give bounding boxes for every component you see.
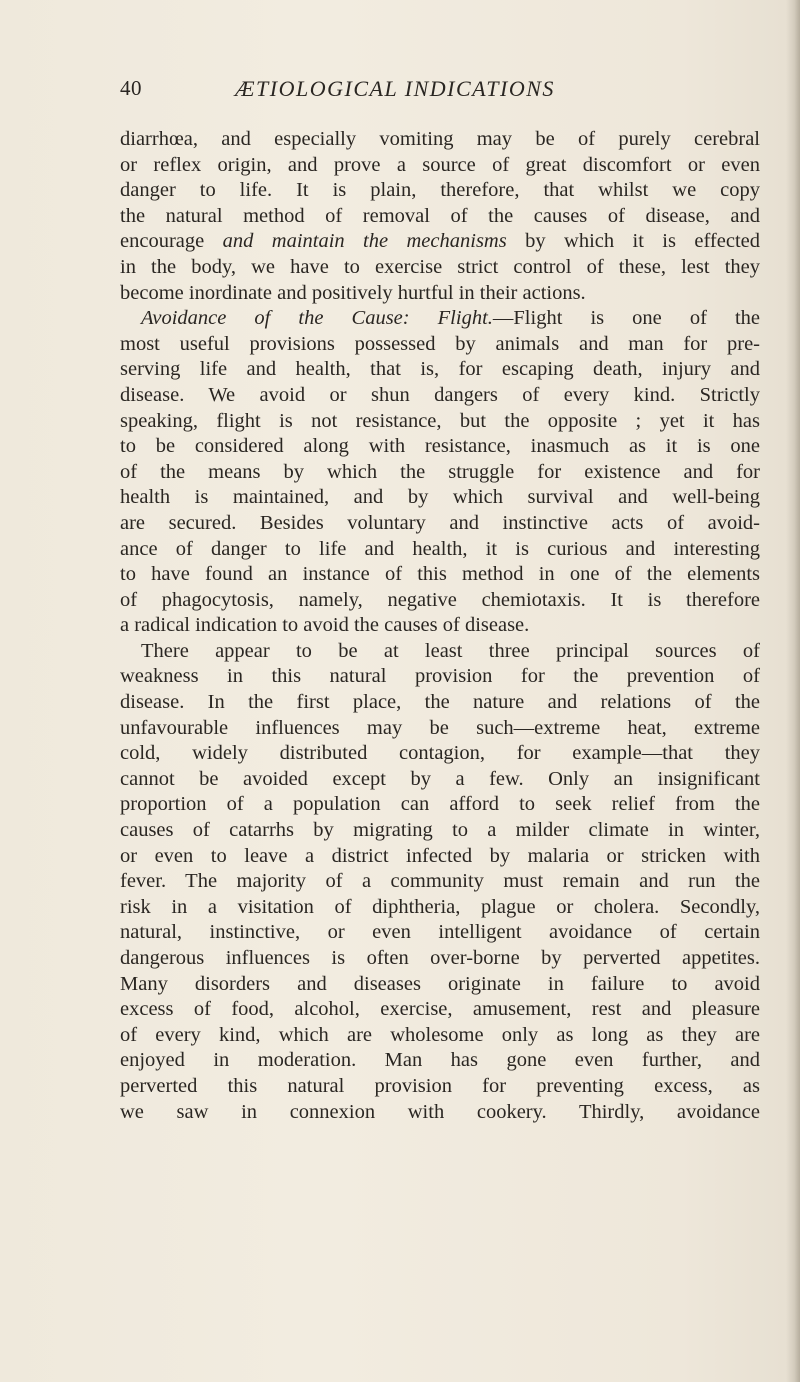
text-line-content: ance of danger to life and health, it is curious and interesting [120,537,760,560]
italic-phrase: and maintain the mechanisms [222,230,507,253]
text-line-content: cold, widely distributed contagion, for example—that they [120,742,760,765]
text-line [120,460,760,486]
text-line [120,306,760,332]
text-line-content: are secured. Besides voluntary and instinctive acts of avoid- [120,511,760,534]
text-line-content: fever. The majority of a community must remain and run the [120,870,760,893]
text-line [120,204,760,230]
text-line [120,127,760,153]
text-line-content: of the means by which the struggle for existence and for [120,460,760,483]
text-line [120,485,760,511]
body-text [120,127,760,1125]
text-line [120,690,760,716]
text-line-content: causes of catarrhs by migrating to a milder climate in winter, [120,819,760,842]
text-line [120,511,760,537]
text-line [120,716,760,742]
text-line [120,818,760,844]
running-title: ÆTIOLOGICAL INDICATIONS [235,76,555,101]
text-line [120,537,760,563]
text-line-content: risk in a visitation of diphtheria, plague or cholera. Secondly, [120,895,760,918]
page-edge-shadow [786,0,800,1382]
text-line-content: danger to life. It is plain, therefore, that whilst we copy [120,179,760,202]
text-line-content: to be considered along with resistance, inasmuch as it is one [120,435,760,458]
text-line-content: Many disorders and diseases originate in failure to avoid [120,972,760,995]
text-line-content: the natural method of removal of the causes of disease, and [120,204,760,227]
text-line [120,920,760,946]
text-line [120,178,760,204]
text-line [120,562,760,588]
text-line-content: serving life and health, that is, for escaping death, injury and [120,358,760,381]
text-line [120,972,760,998]
text-line [120,946,760,972]
text-line-content: cannot be avoided except by a few. Only an insignificant [120,767,760,790]
text-line-content: excess of food, alcohol, exercise, amusement, rest and pleasure [120,998,760,1021]
text-line [120,255,760,281]
text-line [120,434,760,460]
text-line [120,153,760,179]
text-line [120,588,760,614]
text-line [120,895,760,921]
text-line [120,869,760,895]
text-line [120,639,760,665]
text-line-content: disease. In the first place, the nature and relations of the [120,691,760,714]
text-line-content: disease. We avoid or shun dangers of every kind. Strictly [120,383,760,406]
text-line-content: to have found an instance of this method in one of the elements [120,563,760,586]
text-line-content: by which it is effected [506,230,760,253]
text-line-content: or reflex origin, and prove a source of great discomfort or even [120,153,760,176]
text-line-content: —Flight is one of the [492,307,760,330]
text-line-content: of every kind, which are wholesome only as long as they are [120,1023,760,1046]
text-line [120,1074,760,1100]
text-line-content: weakness in this natural provision for the prevention of [120,665,760,688]
page-header [120,76,740,116]
text-line [120,664,760,690]
text-line-content: in the body, we have to exercise strict control of these, lest they [120,255,760,278]
text-line-content: of phagocytosis, namely, negative chemiotaxis. It is therefore [120,588,760,611]
text-line [120,792,760,818]
text-line-content: unfavourable influences may be such—extreme heat, extreme [120,716,760,739]
text-line [120,1023,760,1049]
text-line-content: diarrhœa, and especially vomiting may be of purely cerebral [120,128,760,150]
text-line-content: we saw in connexion with cookery. Thirdly, avoidance [120,1100,760,1123]
text-line-content: or even to leave a district infected by malaria or stricken with [120,844,760,867]
text-line-content: dangerous influences is often over-borne by perverted appetites. [120,947,760,969]
text-line-content: enjoyed in moderation. Man has gone even further, and [120,1049,760,1072]
text-line-content: health is maintained, and by which survival and well-being [120,486,760,509]
text-line-content: a radical indication to avoid the causes of disease. [120,614,530,637]
text-line [120,613,760,639]
text-line [120,383,760,409]
text-line [120,767,760,793]
text-line [120,1048,760,1074]
italic-phrase: Avoidance of the Cause: Flight. [141,307,493,330]
text-line-content: There appear to be at least three principal sources of [141,639,760,662]
text-line [120,281,760,307]
text-line-content: proportion of a population can afford to seek relief from the [120,793,760,816]
page-number: 40 [120,76,142,100]
text-line-content: most useful provisions possessed by animals and man for pre- [120,332,760,355]
text-line-content: become inordinate and positively hurtful in their actions. [120,281,586,304]
text-line [120,409,760,435]
text-line-content: perverted this natural provision for preventing excess, as [120,1074,760,1097]
text-line [120,229,760,255]
text-line [120,332,760,358]
text-line-content: natural, instinctive, or even intelligent avoidance of certain [120,921,760,944]
text-line-content: encourage [120,230,223,253]
text-line [120,844,760,870]
text-line [120,741,760,767]
text-line [120,997,760,1023]
text-line [120,357,760,383]
text-line-content: speaking, flight is not resistance, but the opposite ; yet it has [120,409,760,432]
text-line [120,1100,760,1126]
